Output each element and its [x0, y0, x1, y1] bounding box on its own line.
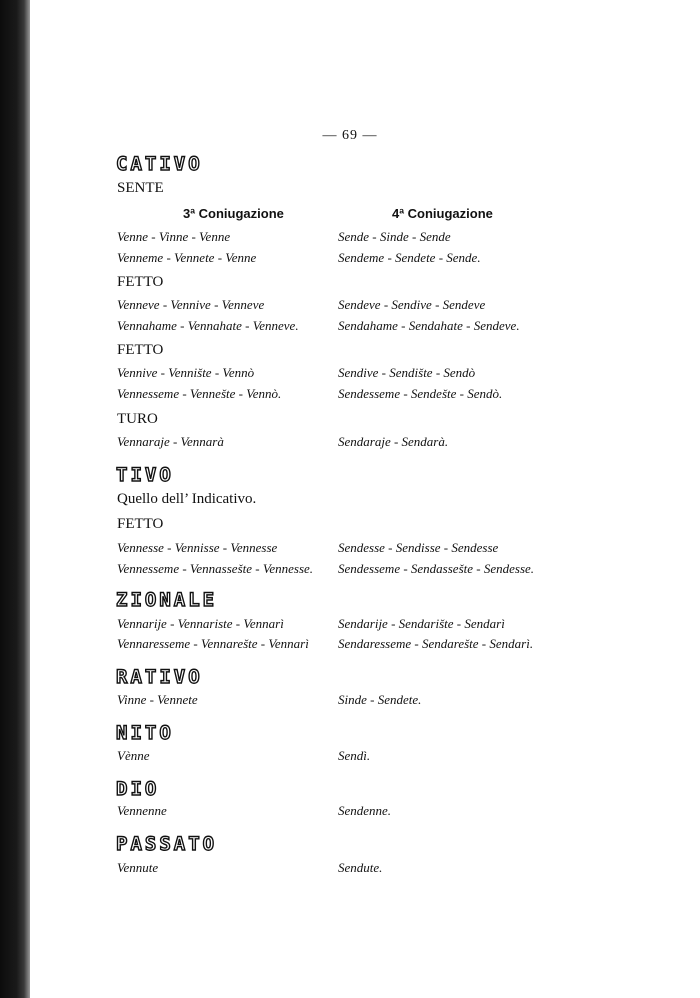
form-left-row-10: Vennarije - Vennariste - Vennarì	[117, 616, 284, 631]
form-right-row-3: Sendeve - Sendive - Sendeve	[338, 297, 486, 312]
form-right-row-15: Sendute.	[338, 860, 383, 875]
form-left-row-1: Venne - Vinne - Venne	[117, 229, 231, 244]
form-left-row-13: Vènne	[117, 748, 150, 763]
form-left-row-3: Venneve - Vennive - Venneve	[117, 297, 265, 312]
form-right-row-12: Sinde - Sendete.	[338, 692, 422, 707]
form-right-row-2: Sendeme - Sendete - Sende.	[338, 250, 481, 265]
section-title-nito: NITO	[116, 722, 174, 744]
form-right-row-1: Sende - Sinde - Sende	[338, 229, 451, 244]
form-right-row-9: Sendesseme - Sendassešte - Sendesse.	[338, 561, 535, 576]
form-left-row-7: Vennaraje - Vennarà	[117, 434, 224, 449]
form-left-row-4: Vennahame - Vennahate - Venneve.	[117, 318, 299, 333]
form-right-row-5: Sendive - Sendište - Sendò	[338, 365, 476, 380]
form-left-row-9: Vennesseme - Vennassešte - Vennesse.	[117, 561, 314, 576]
form-left-row-8: Vennesse - Vennisse - Vennesse	[117, 540, 278, 555]
form-right-row-14: Sendenne.	[338, 803, 392, 818]
form-left-row-11: Vennaresseme - Vennarešte - Vennarì	[117, 636, 309, 651]
form-right-row-6: Sendesseme - Sendešte - Sendò.	[338, 386, 503, 401]
book-binding-edge	[0, 0, 30, 998]
section-title-rativo: RATIVO	[116, 666, 203, 688]
form-right-row-10: Sendarije - Sendarište - Sendarì	[338, 616, 505, 631]
section-title-cativo: CATIVO	[116, 153, 203, 175]
section-title-tivo: TIVO	[116, 464, 174, 486]
subsection-label-turo: TURO	[117, 411, 158, 427]
form-left-row-12: Vinne - Vennete	[117, 692, 198, 707]
section-title-dio: DIO	[116, 778, 160, 800]
form-left-row-2: Venneme - Vennete - Venne	[117, 250, 257, 265]
page-number: — 69 —	[322, 128, 378, 143]
form-left-row-15: Vennute	[117, 860, 159, 875]
column-header-fourth-conjugation: 4ª Coniugazione	[392, 206, 493, 221]
form-left-row-6: Vennesseme - Vennešte - Vennò.	[117, 386, 282, 401]
form-right-row-7: Sendaraje - Sendarà.	[338, 434, 449, 449]
form-right-row-8: Sendesse - Sendisse - Sendesse	[338, 540, 499, 555]
section-title-passato: PASSATO	[116, 833, 218, 855]
form-left-row-14: Vennenne	[117, 803, 167, 818]
subsection-label-fetto-2: FETTO	[117, 342, 164, 358]
column-header-third-conjugation: 3ª Coniugazione	[183, 206, 284, 221]
subsection-label-fetto-3: FETTO	[117, 516, 164, 532]
form-left-row-5: Vennive - Vennište - Vennò	[117, 365, 255, 380]
form-right-row-13: Sendì.	[338, 748, 371, 763]
section-title-zionale: ZIONALE	[116, 589, 218, 611]
subsection-label-fetto-1: FETTO	[117, 274, 164, 290]
subsection-label-sente: SENTE	[117, 180, 164, 196]
form-right-row-11: Sendaresseme - Sendarešte - Sendarì.	[338, 636, 534, 651]
section-note-tivo: Quello dell’ Indicativo.	[117, 491, 257, 507]
form-right-row-4: Sendahame - Sendahate - Sendeve.	[338, 318, 520, 333]
